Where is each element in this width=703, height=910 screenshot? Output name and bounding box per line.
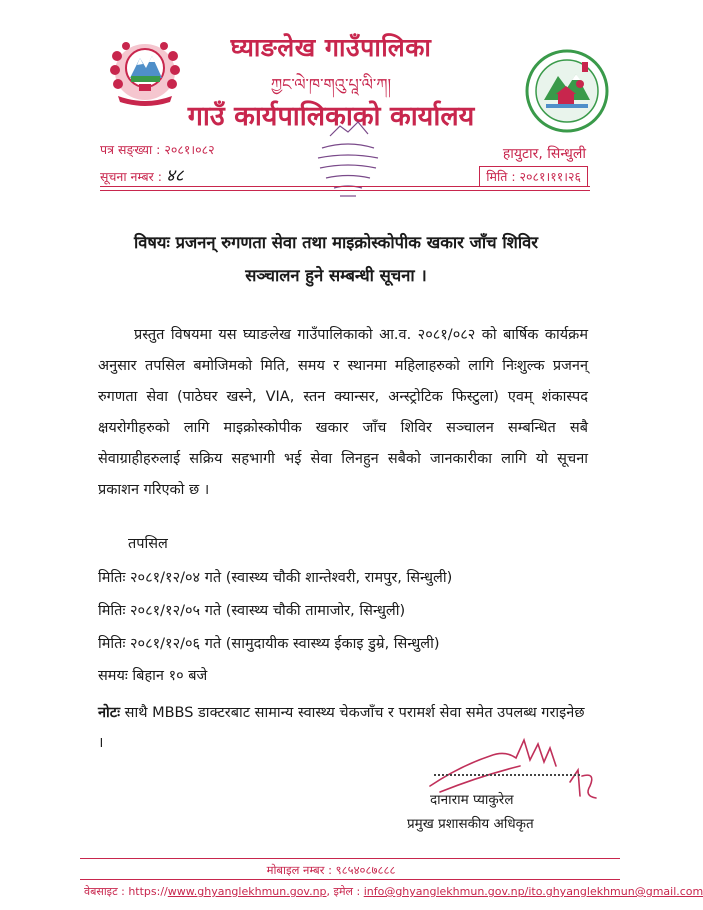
subject-line-2: सञ्चालन हुने सम्बन्धी सूचना ।	[245, 266, 427, 285]
footer-divider-secondary	[80, 879, 620, 880]
issue-date-value: २०८१।११।२६	[519, 169, 581, 184]
email-link[interactable]: info@ghyanglekhmun.gov.np/ito.ghyanglekhmun@gmail.com	[363, 885, 703, 898]
schedule-item-text: २०८१/१२/०६ गते (सामुदायीक स्वास्थ्य ईकाइ डुम्रे, सिन्धुली)	[130, 636, 440, 652]
footer-divider	[80, 858, 620, 859]
schedule-item	[98, 600, 405, 620]
notice-subject	[70, 226, 602, 292]
website-label: वेबसाइट : https://	[84, 885, 168, 898]
schedule-item-label: मितिः	[98, 570, 126, 586]
municipality-seal-icon	[524, 48, 610, 134]
subject-line-1: विषयः प्रजनन् रुगणता सेवा तथा माइक्रोस्कोपीक खकार जाँच शिविर	[133, 233, 539, 252]
email-label: , इमेल :	[326, 885, 361, 898]
note-text: साथै MBBS डाक्टरबाट सामान्य स्वास्थ्य चेकजाँच र परामर्श सेवा समेत उपलब्ध गराइनेछ ।	[98, 705, 585, 751]
notice-number-value: ४८	[165, 166, 184, 186]
header-divider	[100, 186, 590, 187]
reference-value: २०८१।०८२	[164, 142, 215, 157]
notice-number-label: सूचना नम्बर :	[100, 169, 162, 184]
signatory-name: दानाराम प्याकुरेल	[430, 792, 514, 808]
footer-contact	[84, 884, 703, 899]
issue-date-label: मिति :	[486, 169, 516, 184]
office-stamp-icon	[300, 118, 396, 204]
website-link[interactable]: www.ghyanglekhmun.gov.np	[167, 885, 327, 898]
office-name: गाउँ कार्यपालिकाको कार्यालय	[187, 101, 475, 132]
signatory-title: प्रमुख प्रशासकीय अधिकृत	[407, 816, 534, 832]
schedule-time-label: समयः	[98, 668, 128, 684]
schedule-time	[98, 665, 207, 685]
schedule-time-value: बिहान १० बजे	[132, 668, 208, 684]
org-name: घ्याङलेख गाउँपालिका	[230, 33, 432, 62]
schedule-item	[98, 567, 452, 587]
footer-phone: मोबाइल नम्बर : ९८५४०८७८८८	[266, 863, 396, 877]
schedule-heading: तपसिल	[128, 536, 168, 552]
notice-body: प्रस्तुत विषयमा यस घ्याङलेख गाउँपालिकाको आ.व. २०८१/०८२ को बार्षिक कार्यक्रम अनुसार तपसिल बमोजिमको मिति, समय र स्थानमा महिलाहरुको लागि निःशुल्क प्रजनन् रुगणता सेवा (पाठेघर खस्ने, VIA, स्तन क्यान्सर, अन्स्ट्रोटिक फिस्टुला) एवम् शंकास्पद क्षयरोगीहरुको लागि माइक्रोस्कोपीक खकार जाँच शिविर सञ्चालन सम्बन्धित सबै सेवाग्राहीहरुलाई सक्रिय सहभागी भई सेवा लिनहुन सबैको जानकारीका लागि यो सूचना प्रकाशन गरिएको छ ।	[98, 327, 588, 498]
org-name-tibetan: ཀྱང་ལེ་ཁ་གའུ་པཱ་ལི་ཀ།	[270, 75, 392, 94]
reference-number	[100, 141, 215, 158]
header-divider-secondary	[100, 190, 590, 191]
schedule-item-text: २०८१/१२/०४ गते (स्वास्थ्य चौकी शान्तेश्वरी, रामपुर, सिन्धुली)	[130, 570, 453, 586]
notice-number	[100, 163, 184, 186]
signature-line	[434, 774, 580, 776]
reference-label: पत्र सङ्ख्या :	[100, 142, 161, 157]
schedule-item-label: मितिः	[98, 636, 126, 652]
note-label: नोटः	[98, 705, 121, 721]
schedule-item-label: मितिः	[98, 603, 126, 619]
office-location: हायुटार, सिन्धुली	[502, 146, 586, 162]
schedule-item-text: २०८१/१२/०५ गते (स्वास्थ्य चौकी तामाजोर, सिन्धुली)	[130, 603, 406, 619]
issue-date	[479, 166, 588, 187]
schedule-item	[98, 633, 440, 653]
signature-icon	[420, 726, 600, 826]
